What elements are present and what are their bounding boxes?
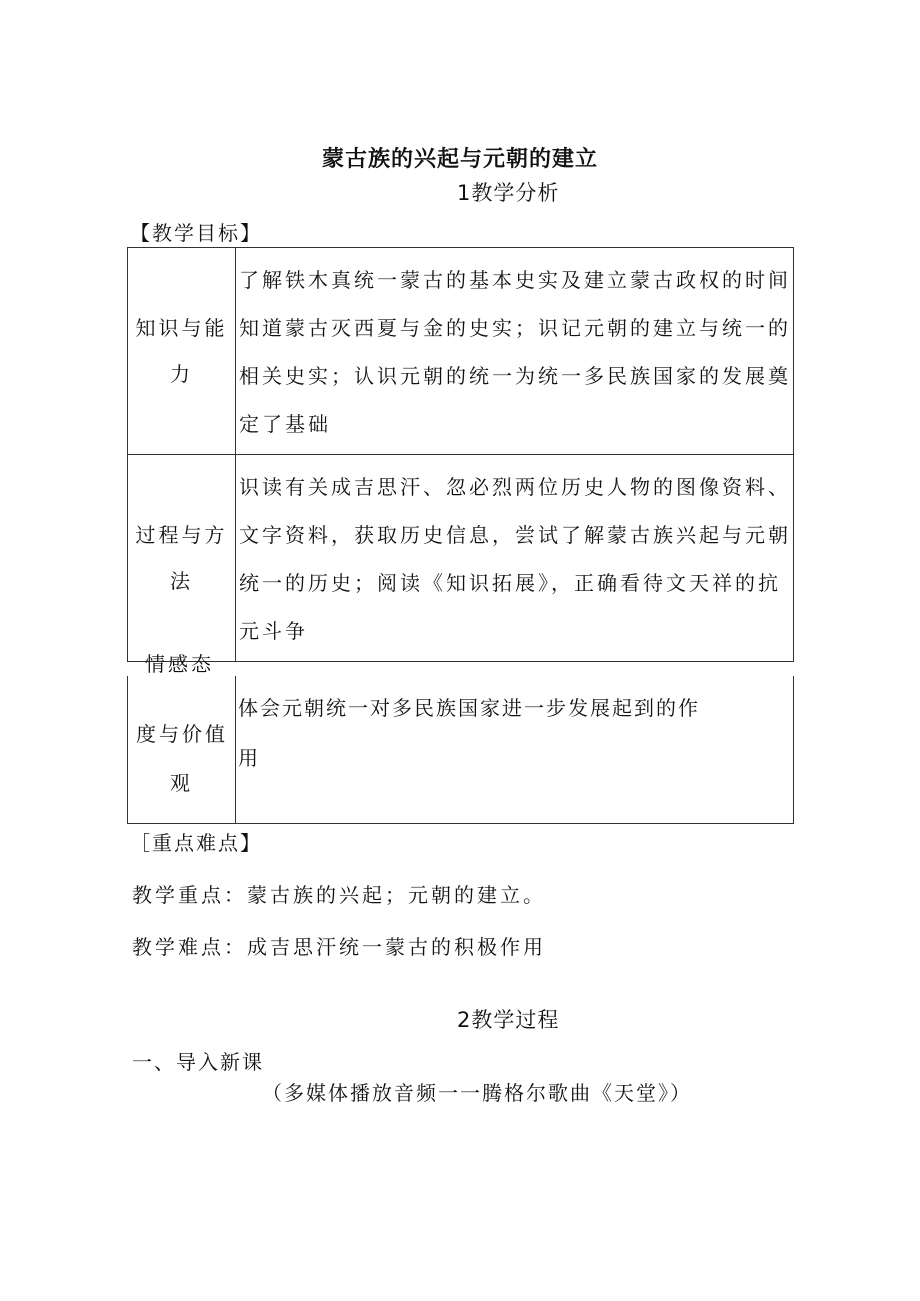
content-line: 定了基础 (239, 412, 331, 436)
document-title: 蒙古族的兴起与元朝的建立 (321, 147, 598, 172)
objective-label-emotion-line2: 度与价值 (136, 722, 228, 746)
objective-content-knowledge (236, 248, 794, 455)
objective-content-emotion-line1: 体会元朝统一对多民族国家进一步发展起到的作 (238, 696, 700, 720)
objective-content-process (236, 455, 794, 662)
objective-row-emotion (127, 676, 794, 824)
objective-label-emotion-line3: 观 (170, 771, 193, 795)
step1-note: （多媒体播放音频一一腾格尔歌曲《天堂》） (262, 1081, 692, 1105)
content-line: 相关史实；认识元朝的统一为统一多民族国家的发展奠 (239, 364, 791, 388)
label-line: 过程与方 (135, 523, 228, 547)
table-divider (235, 676, 236, 823)
section-heading-process: 2教学过程 (457, 1008, 560, 1032)
content-line: 知道蒙古灭西夏与金的史实；识记元朝的建立与统一的 (239, 316, 791, 340)
content-line: 文字资料，获取历史信息，尝试了解蒙古族兴起与元朝 (239, 523, 791, 547)
key-point-text: 教学重点：蒙古族的兴起；元朝的建立。 (132, 883, 546, 907)
step1-heading: 一、导入新课 (132, 1050, 264, 1074)
objective-label-emotion-line1: 情感态 (145, 652, 214, 676)
objectives-heading: 【教学目标】 (130, 221, 262, 245)
objective-label-knowledge (128, 248, 236, 455)
difficult-point-text: 教学难点：成吉思汗统一蒙古的积极作用 (132, 935, 546, 959)
key-points-heading: ［重点难点】 (130, 831, 262, 855)
objective-label-process (128, 455, 236, 662)
content-line: 统一的历史；阅读《知识拓展》，正确看待文天祥的抗 (239, 571, 781, 595)
objective-content-emotion-line2: 用 (238, 746, 261, 770)
label-line: 法 (170, 569, 193, 593)
content-line: 了解铁木真统一蒙古的基本史实及建立蒙古政权的时间 (239, 268, 791, 292)
content-line: 元斗争 (239, 619, 308, 643)
label-line: 力 (170, 362, 193, 386)
content-line: 识读有关成吉思汗、忽必烈两位历史人物的图像资料、 (239, 475, 791, 499)
objective-row-process (128, 455, 794, 662)
objectives-table (127, 247, 794, 662)
section-heading-analysis: 1教学分析 (457, 181, 560, 205)
label-line: 知识与能 (135, 316, 228, 340)
objective-row-knowledge (128, 248, 794, 455)
